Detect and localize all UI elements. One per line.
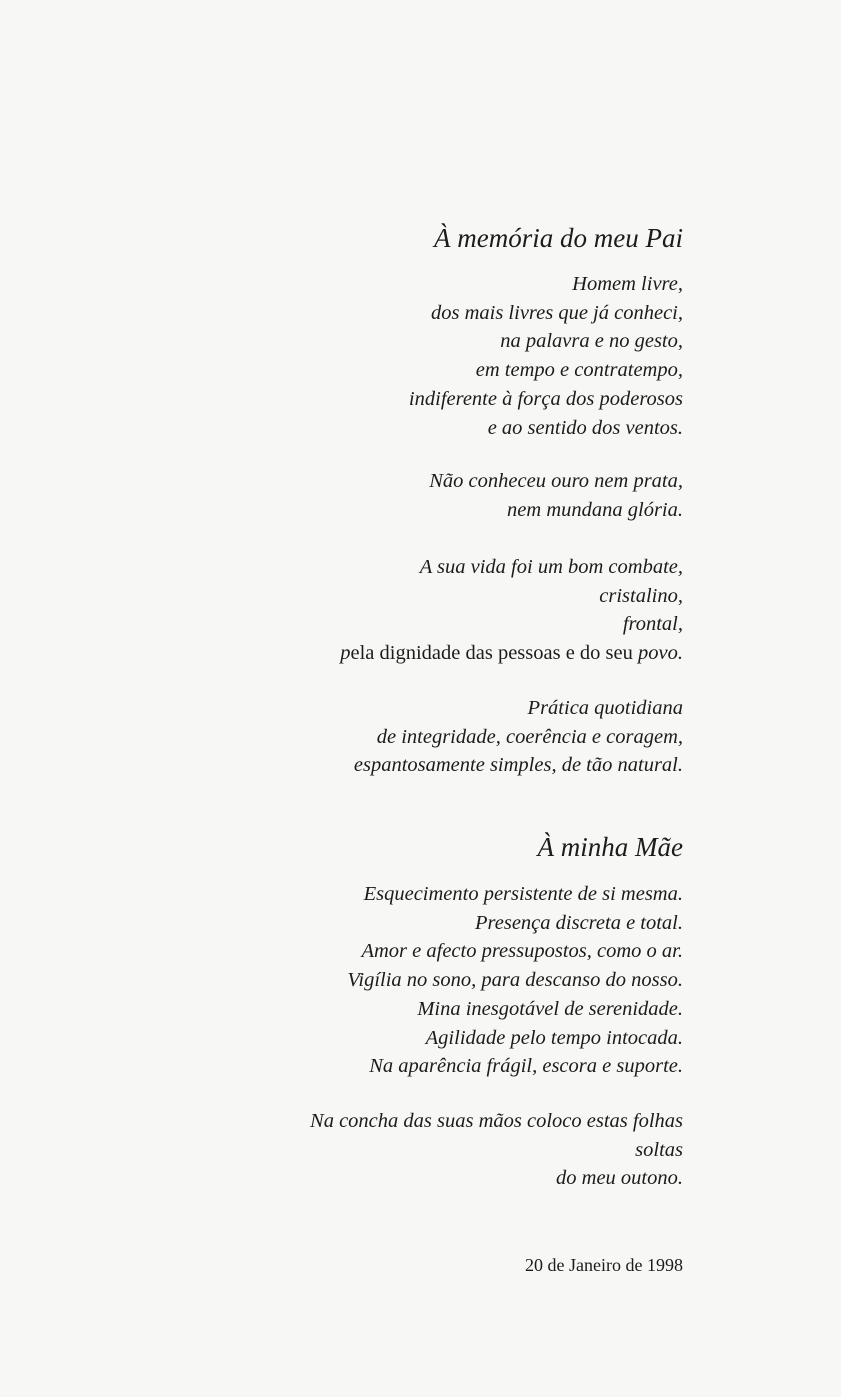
verse-line: nem mundana glória. <box>507 498 683 521</box>
dedication-date: 20 de Janeiro de 1998 <box>525 1255 683 1275</box>
father-stanza-2 <box>429 467 683 524</box>
verse-line: frontal, <box>622 613 683 636</box>
verse-line: do meu outono. <box>556 1167 683 1190</box>
verse-line: cristalino, <box>599 584 683 607</box>
verse-line: Agilidade pelo tempo intocada. <box>425 1026 683 1049</box>
mother-stanza-1 <box>347 880 683 1081</box>
verse-fragment: povo. <box>638 642 683 665</box>
mother-stanza-2 <box>310 1107 683 1193</box>
verse-line: indiferente à força dos poderosos <box>408 387 683 410</box>
father-stanza-1 <box>409 270 683 442</box>
verse-line: e ao sentido dos ventos. <box>487 416 683 439</box>
verse-line: Amor e afecto pressupostos, como o ar. <box>361 940 683 963</box>
verse-line: em tempo e contratempo, <box>475 359 683 382</box>
verse-line: Na aparência frágil, escora e suporte. <box>369 1055 683 1078</box>
verse-line: Esquecimento persistente de si mesma. <box>363 883 683 905</box>
verse-line: de integridade, coerência e coragem, <box>376 725 683 748</box>
verse-line: Homem livre, <box>572 273 683 295</box>
father-stanza-4 <box>354 694 683 780</box>
dedication-title-father: À memória do meu Pai <box>434 223 683 253</box>
verse-line: na palavra e no gesto, <box>500 330 683 353</box>
verse-line: soltas <box>635 1138 683 1161</box>
verse-line: Na concha das suas mãos coloco estas folhas <box>310 1110 683 1132</box>
verse-line: dos mais livres que já conheci, <box>430 301 683 324</box>
father-stanza-3 <box>340 553 683 668</box>
verse-fragment: ela dignidade das pessoas e do seu <box>350 642 639 665</box>
verse-fragment: p <box>340 642 351 665</box>
verse-line: A sua vida foi um bom combate, <box>419 556 683 578</box>
verse-line: Mina inesgotável de serenidade. <box>417 997 683 1020</box>
verse-line: espantosamente simples, de tão natural. <box>353 754 683 777</box>
verse-line: Prática quotidiana <box>527 697 683 719</box>
verse-line: Presença discreta e total. <box>475 911 683 934</box>
dedication-title-mother: À minha Mãe <box>537 832 683 862</box>
verse-line: Vigília no sono, para descanso do nosso. <box>347 969 683 992</box>
verse-line: Não conheceu ouro nem prata, <box>429 470 683 492</box>
verse-line-mixed <box>340 639 683 668</box>
